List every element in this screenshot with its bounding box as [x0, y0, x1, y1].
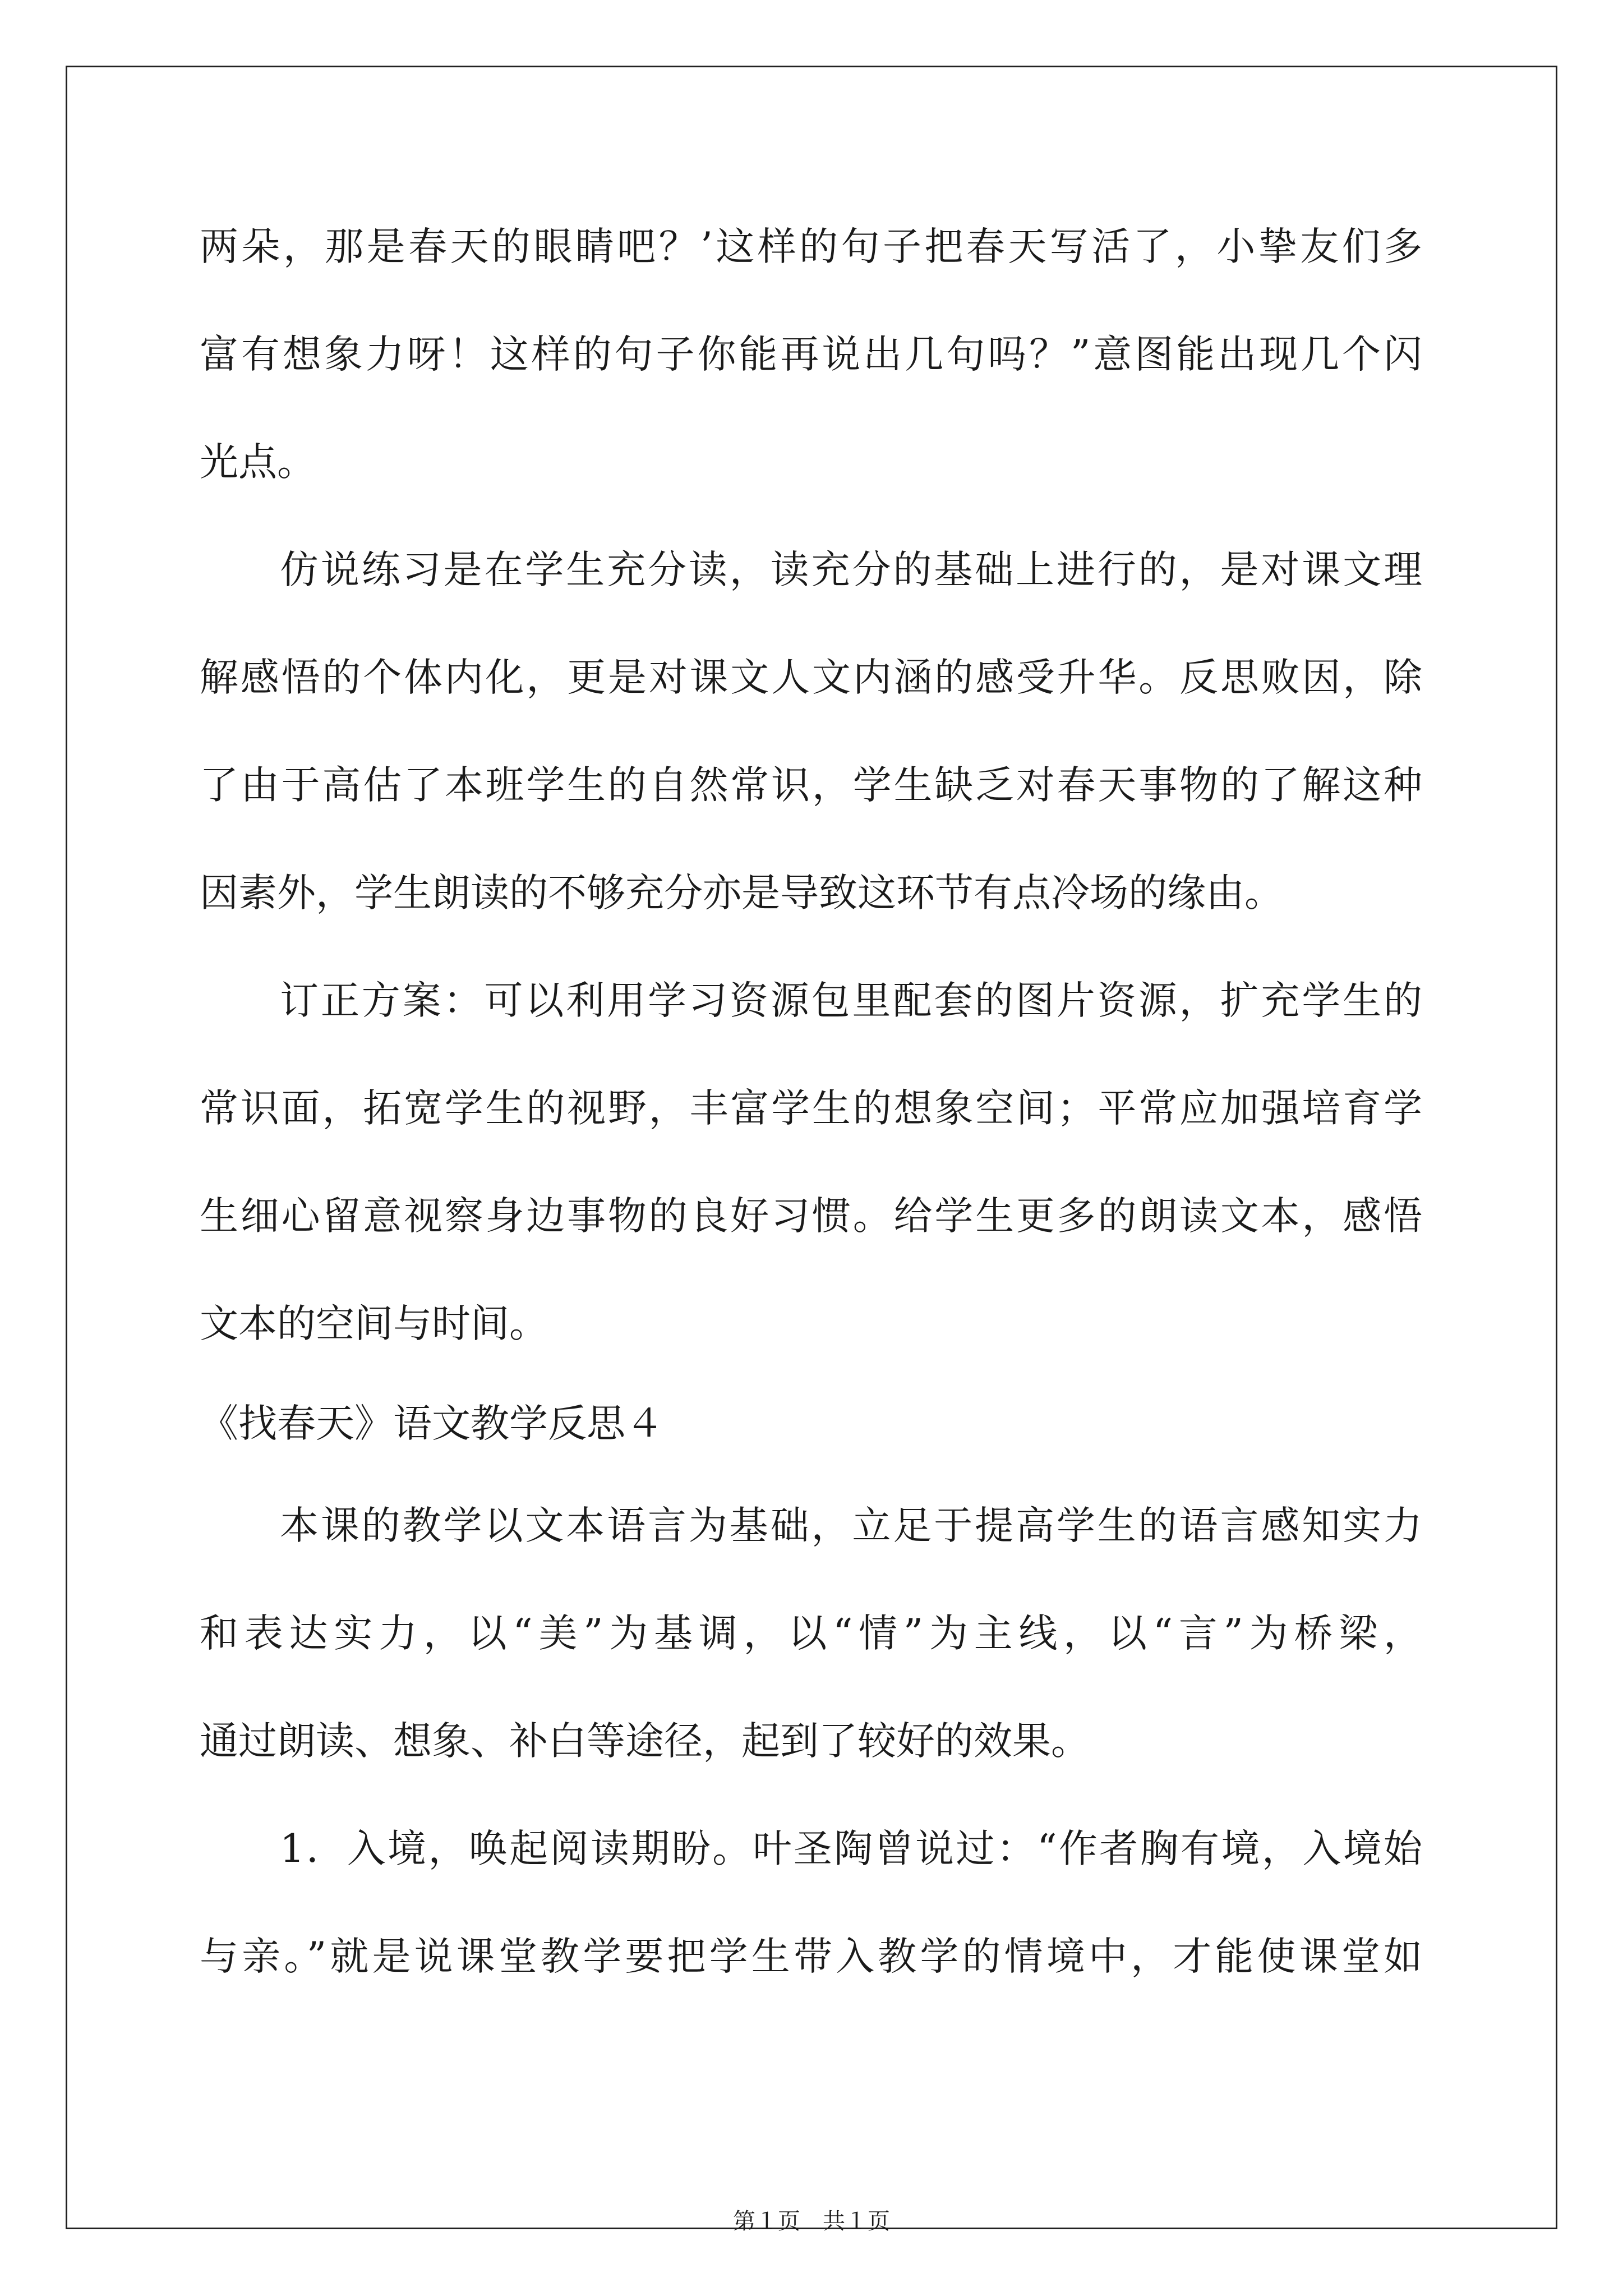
page-frame — [66, 66, 1557, 2229]
paragraph-line: 通过朗读、想象、补白等途径，起到了较好的效果。 — [200, 1719, 1090, 1764]
paragraph-line: 了由于高估了本班学生的自然常识，学生缺乏对春天事物的了解这种 — [200, 763, 1422, 808]
paragraph-line: 解感悟的个体内化，更是对课文人文内涵的感受升华。反思败因，除 — [200, 655, 1422, 700]
paragraph-line: 与亲。”就是说课堂教学要把学生带入教学的情境中，才能使课堂如 — [200, 1934, 1422, 1979]
paragraph-line: 1．入境，唤起阅读期盼。叶圣陶曾说过：“作者胸有境，入境始 — [280, 1826, 1422, 1871]
paragraph-line: 订正方案：可以利用学习资源包里配套的图片资源，扩充学生的 — [280, 978, 1422, 1023]
paragraph-line: 仿说练习是在学生充分读，读充分的基础上进行的，是对课文理 — [280, 547, 1422, 592]
paragraph-line: 富有想象力呀！这样的句子你能再说出几句吗？”意图能出现几个闪 — [200, 332, 1422, 377]
paragraph-line: 和表达实力，以“美”为基调，以“情”为主线，以“言”为桥梁， — [200, 1611, 1422, 1656]
paragraph-line: 两朵，那是春天的眼睛吧？’这样的句子把春天写活了，小挚友们多 — [200, 224, 1422, 269]
paragraph-line: 常识面，拓宽学生的视野，丰富学生的想象空间；平常应加强培育学 — [200, 1086, 1422, 1131]
paragraph-line: 文本的空间与时间。 — [200, 1301, 548, 1346]
paragraph-line: 光点。 — [200, 440, 316, 485]
page-footer: 第１页 共１页 — [733, 2208, 890, 2234]
paragraph-line: 生细心留意视察身边事物的良好习惯。给学生更多的朗读文本，感悟 — [200, 1194, 1422, 1239]
paragraph-line: 本课的教学以文本语言为基础，立足于提高学生的语言感知实力 — [280, 1503, 1422, 1548]
paragraph-line: 因素外，学生朗读的不够充分亦是导致这环节有点冷场的缘由。 — [200, 871, 1283, 915]
section-heading: 《找春天》语文教学反思４ — [200, 1401, 664, 1446]
